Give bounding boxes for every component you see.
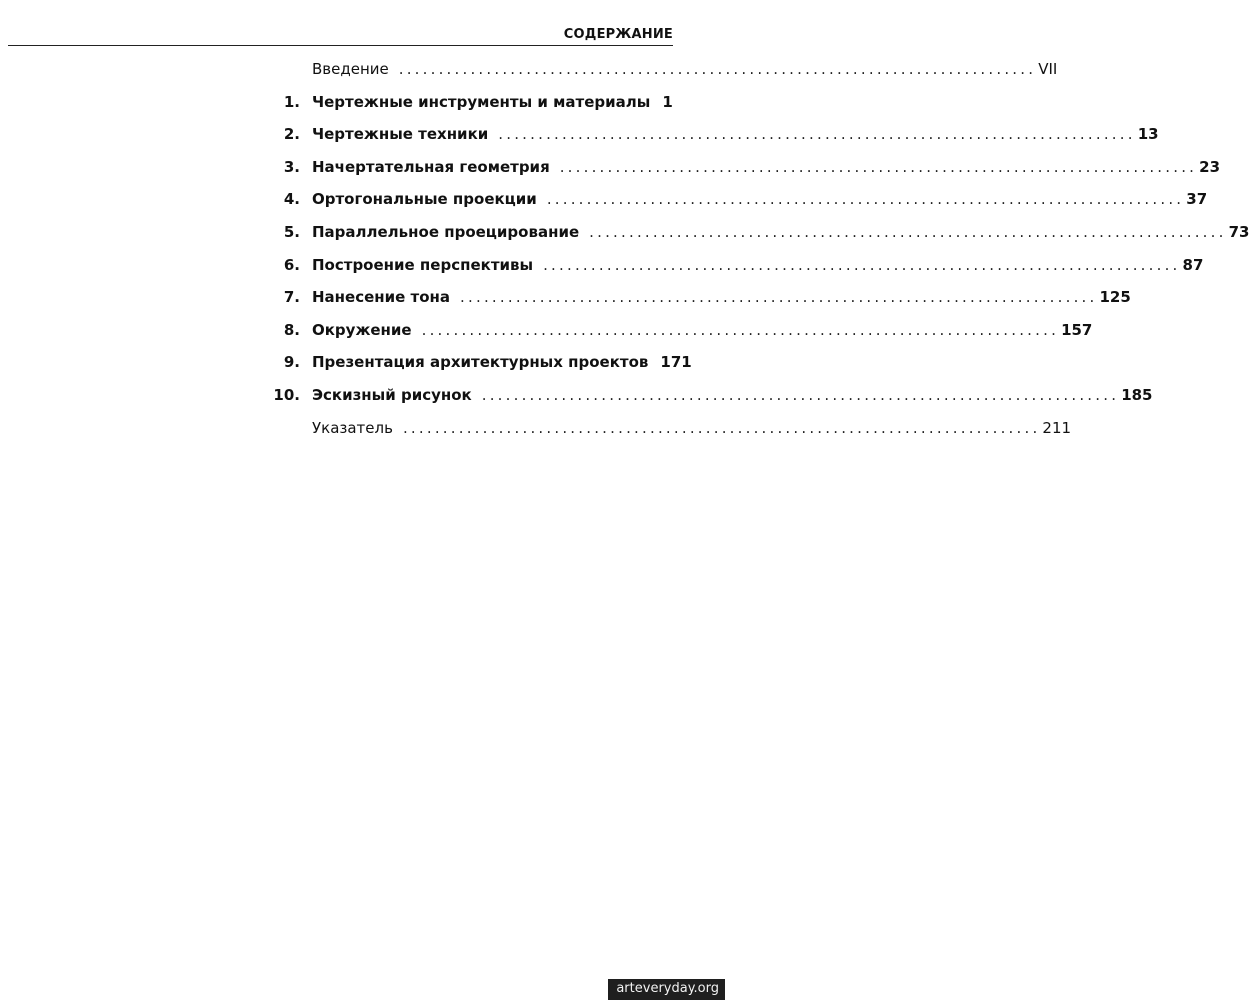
- toc-entry[interactable]: [0, 282, 1131, 312]
- toc-entry[interactable]: [0, 413, 1072, 443]
- toc-dot-leader: ................................................................................: [402, 418, 1041, 437]
- toc-page-number: 211: [1042, 418, 1072, 437]
- toc-entry-line: [312, 54, 1058, 84]
- toc-entry-line: [312, 119, 1159, 149]
- toc-entry[interactable]: [0, 315, 1093, 345]
- toc-entry[interactable]: [0, 250, 1204, 280]
- toc-entry-title: Чертежные техники: [312, 125, 489, 144]
- toc-entry-title: Параллельное проецирование: [312, 223, 580, 241]
- toc-entry[interactable]: [0, 184, 1208, 214]
- toc-entry[interactable]: [0, 217, 1249, 247]
- toc-dot-leader: ................................................................................: [398, 60, 1037, 78]
- toc-entry-line: [312, 380, 1153, 410]
- toc-chapter-number: 2.: [283, 125, 300, 144]
- toc-page-number: 23: [1199, 157, 1221, 176]
- toc-entry[interactable]: [0, 54, 1058, 84]
- toc-entry-line: [312, 315, 1093, 345]
- toc-entry-line: [312, 217, 1249, 247]
- toc-dot-leader: ................................................................................: [589, 223, 1227, 241]
- toc-chapter-number: 9.: [283, 353, 300, 372]
- toc-chapter-number: 7.: [283, 288, 300, 307]
- toc-entry[interactable]: [0, 152, 1221, 182]
- toc-entry-line: [312, 413, 1072, 443]
- toc-entry-title: Чертежные инструменты и материалы: [312, 92, 651, 111]
- toc-entry-line: [312, 152, 1221, 182]
- running-head: СОДЕРЖАНИЕ: [563, 27, 673, 42]
- toc-dot-leader: ................................................................................: [460, 288, 1098, 307]
- toc-page-number: 37: [1186, 190, 1208, 209]
- toc-dot-leader: ................................................................................: [543, 255, 1181, 274]
- toc-entry-line: [312, 184, 1208, 214]
- toc-page-number: 87: [1182, 255, 1204, 274]
- toc-entry-title: Презентация архитектурных проектов: [312, 353, 649, 372]
- toc-entry-title: Нанесение тона: [312, 288, 451, 307]
- toc-page-number: 171: [660, 353, 692, 372]
- toc-entry-title: Начертательная геометрия: [312, 157, 550, 176]
- toc-dot-leader: ................................................................................: [421, 320, 1060, 339]
- toc-page-number: 73: [1228, 223, 1249, 241]
- toc-entry-title: Построение перспективы: [312, 255, 534, 274]
- toc-entry-line: [312, 347, 692, 377]
- toc-chapter-number: 10.: [273, 386, 300, 404]
- toc-entry-title: Ортогональные проекции: [312, 190, 537, 209]
- toc-chapter-number: 4.: [283, 190, 300, 209]
- toc-page-number: 185: [1121, 386, 1153, 404]
- toc-entry-title: Введение: [312, 60, 389, 78]
- toc-chapter-number: 3.: [283, 157, 300, 176]
- header-rule: [8, 45, 673, 46]
- toc-page-number: 157: [1061, 320, 1093, 339]
- toc-chapter-number: 6.: [283, 255, 300, 274]
- toc-entry-title: Указатель: [312, 418, 393, 437]
- toc-dot-leader: ................................................................................: [481, 386, 1120, 404]
- toc-dot-leader: ................................................................................: [498, 125, 1136, 144]
- toc-page-number: 125: [1099, 288, 1131, 307]
- toc-entry[interactable]: [0, 119, 1159, 149]
- toc-entry-title: Эскизный рисунок: [312, 386, 472, 404]
- watermark-label: arteveryday.org: [608, 979, 725, 1000]
- toc-entry-line: [312, 282, 1131, 312]
- toc-entry-line: [312, 87, 673, 117]
- toc-dot-leader: ................................................................................: [546, 190, 1185, 209]
- toc-entry[interactable]: [0, 347, 725, 377]
- toc-page-number: VII: [1038, 60, 1058, 78]
- toc-chapter-number: 5.: [283, 223, 300, 241]
- toc-chapter-number: 1.: [283, 92, 300, 111]
- toc-entry-line: [312, 250, 1204, 280]
- toc-entry[interactable]: [0, 380, 1153, 410]
- toc-page-number: 1: [662, 92, 673, 111]
- toc-dot-leader: ................................................................................: [559, 157, 1198, 176]
- toc-chapter-number: 8.: [283, 320, 300, 339]
- toc-entry[interactable]: [0, 87, 725, 117]
- toc-page-number: 13: [1137, 125, 1159, 144]
- toc-entry-title: Окружение: [312, 320, 412, 339]
